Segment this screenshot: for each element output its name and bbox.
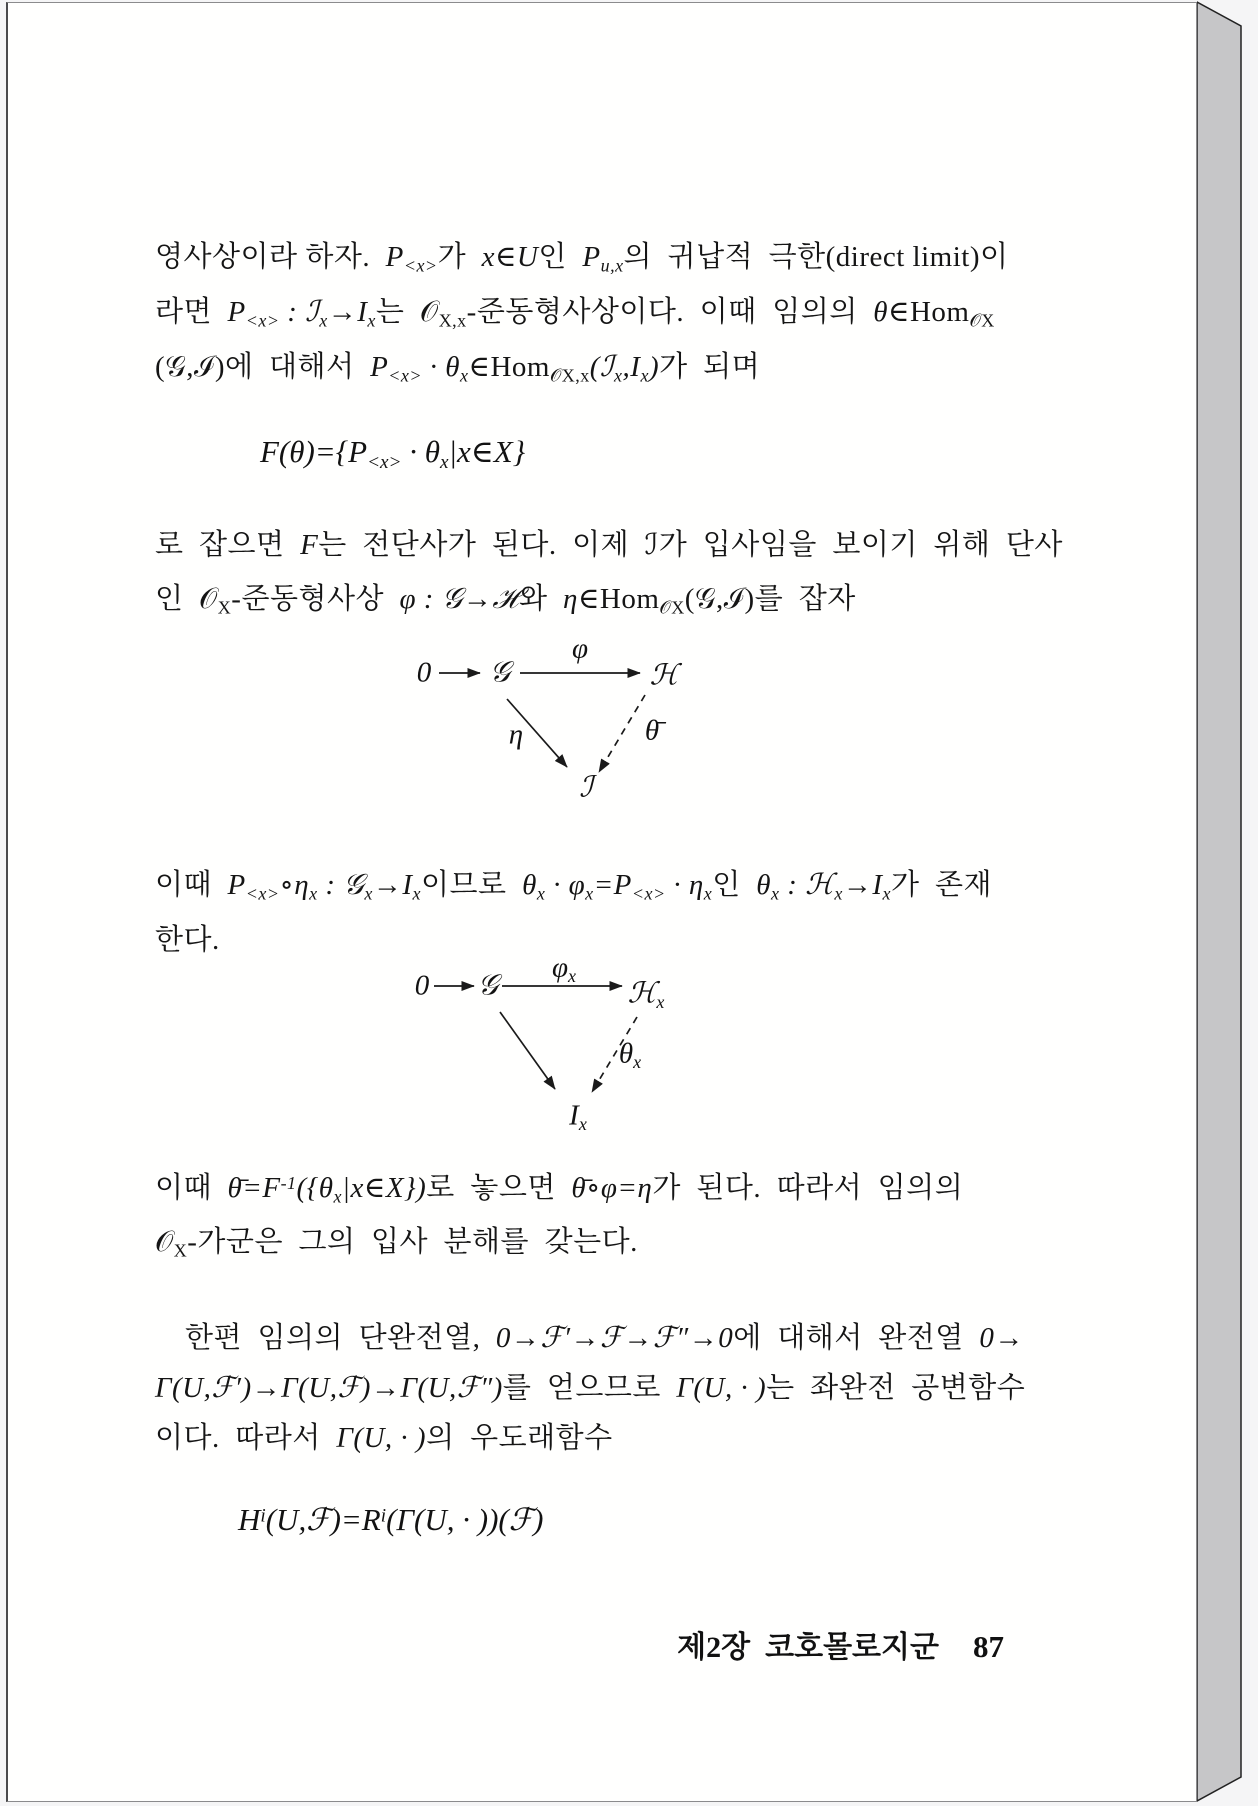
text-line: 이다. 따라서 Γ(U, · )의 우도래함수 <box>155 1422 613 1454</box>
chapter-label: 제2장 코호몰로지군 <box>677 1631 939 1664</box>
diagram-arrow-label-theta-x: $\theta_x$ <box>618 1037 642 1072</box>
diagram-node-G: 𝒢 <box>477 969 499 1002</box>
book-fore-edge <box>1197 0 1245 1806</box>
text-line: 한다. <box>155 924 220 956</box>
text-line: 로 잡으면 F는 전단사가 된다. 이제 ℐ가 입사임을 보이기 위해 단사 <box>155 529 1063 561</box>
text-line: 한편 임의의 단완전열, 0→ℱ′→ℱ→ℱ″→0에 대해서 완전열 0→ <box>185 1322 1024 1354</box>
text-line: 이때 $P_{<x>}\circ\eta_x$ : $𝒢_x\to I_x$이므로 $\theta_x \cdot \varphi_x=P_{<x>} \cdot \eta_x$인 $\theta_x$ : $ℋ_x\to I_x$가 존재 <box>155 869 993 904</box>
diagram-arrow-label-eta: η <box>508 718 524 751</box>
text-line: 𝒪$_X$-가군은 그의 입사 분해를 갖는다. <box>155 1226 638 1261</box>
text-line: Γ(U,ℱ′)→Γ(U,ℱ)→Γ(U,ℱ″)를 얻으므로 Γ(U, · )는 좌완전 공변함수 <box>155 1372 1026 1404</box>
text-line: 라면 $P_{<x>}$ : $ℐ_x\to I_x$는 𝒪$_{X,x}$-준동형사상이다. 이때 임의의 θ∈Hom$_{𝒪X}$ <box>155 296 995 331</box>
diagram-arrow-label-theta-bar: θ̄ <box>644 714 660 747</box>
text-line: 이때 $\thetā=F^{-1}(\{\theta_x|x\in X\})$로 놓으면 θ̄∘φ=η가 된다. 따라서 임의의 <box>155 1172 964 1207</box>
diagram-arrows <box>404 956 714 1146</box>
diagram-node-zero: 0 <box>416 656 432 689</box>
text-line: (𝒢,ℐ)에 대해서 $P_{<x>}$ · $\theta_x\in Hom_{𝒪X,x}(ℐ_x,I_x)$가 되며 <box>155 351 761 386</box>
text-line: 인 𝒪$_X$-준동형사상 φ : 𝒢→ℋ와 η∈Hom$_{𝒪X}$(𝒢,ℐ)를 잡자 <box>155 583 856 618</box>
diagram-node-Ix: $I_x$ <box>569 1099 587 1134</box>
diagram-node-G: 𝒢 <box>489 656 511 689</box>
diagram-node-Hx: ℋ$_x$ <box>627 977 665 1012</box>
page-number: 87 <box>973 1629 1004 1664</box>
diagram-node-I: ℐ <box>579 771 593 804</box>
diagram-arrow-label-phi-x: $\varphi_x$ <box>551 951 577 986</box>
display-formula: $H^i(U,ℱ)=R^i(\Gamma(U$, · ))(ℱ) <box>238 1502 544 1537</box>
page <box>6 2 1197 1802</box>
diagram-node-zero: 0 <box>414 969 430 1002</box>
diagram-node-H: ℋ <box>649 659 679 692</box>
display-formula: $F(\theta)=\{P_{<x>}$ · $\theta_x|x\in X$} <box>260 434 526 473</box>
diagram-arrow-label-phi: φ <box>571 632 589 665</box>
commutative-diagram-1 <box>404 631 714 816</box>
text-line: 영사상이라 하자. $P_{<x>}$가 x∈U인 $P_{u,x}$의 귀납적 극한(direct limit)이 <box>155 241 1009 276</box>
commutative-diagram-2 <box>404 951 714 1146</box>
page-footer <box>632 1588 1004 1700</box>
